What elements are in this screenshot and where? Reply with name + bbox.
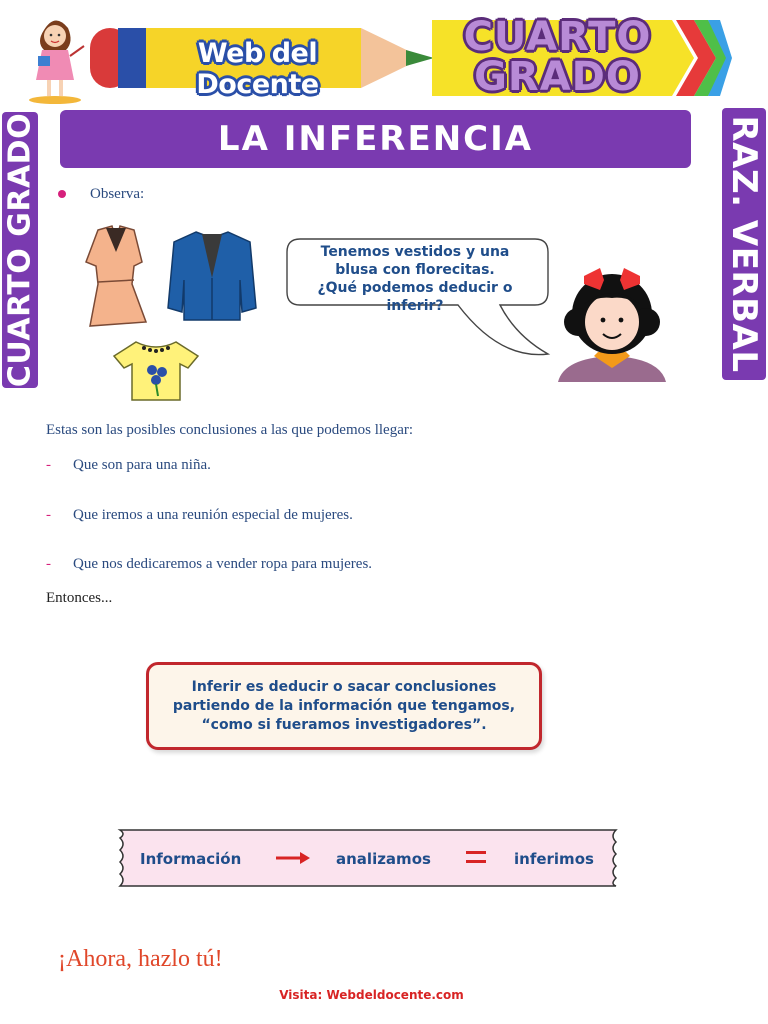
page-title: LA INFERENCIA [217, 119, 534, 159]
list-item-marker: - [46, 507, 51, 523]
formula-term-infer: inferimos [514, 850, 594, 868]
definition-box [146, 662, 542, 750]
call-to-action: ¡Ahora, hazlo tú! [58, 946, 223, 972]
site-logo-text: Web del Docente [196, 38, 319, 100]
speech-line-2: blusa con florecitas. [335, 262, 495, 278]
speech-line-3: ¿Qué podemos deducir o inferir? [317, 280, 513, 314]
side-banner-left-label: CUARTO GRADO [2, 112, 38, 388]
list-item: Que nos dedicaremos a vender ropa para mujeres. [73, 556, 373, 572]
grade-title-line2: GRADO [474, 54, 641, 100]
list-item-marker: - [46, 556, 51, 572]
side-banner-right [722, 108, 766, 380]
dress-icon [76, 222, 156, 332]
grade-title-line1: CUARTO [463, 14, 652, 60]
page-title-bar [60, 110, 691, 168]
definition-text: Inferir es deducir o sacar conclusiones partiendo de la información que tengamos, “como si fueramos investigadores”. [172, 678, 516, 733]
girl-illustration [554, 264, 672, 384]
list-item: Que iremos a una reunión especial de mujeres. [73, 507, 353, 523]
list-item-marker: - [46, 457, 51, 473]
teacher-illustration [20, 10, 90, 105]
then-label: Entonces... [46, 590, 113, 606]
observe-label: Observa: [90, 186, 145, 202]
bullet-icon [58, 190, 66, 198]
blouse-icon [112, 338, 200, 404]
jacket-icon [166, 228, 258, 323]
formula-term-analyze: analizamos [336, 850, 431, 868]
side-banner-left [2, 112, 38, 388]
formula-term-information: Información [140, 850, 242, 868]
list-item: Que son para una niña. [73, 457, 211, 473]
speech-bubble-text [290, 243, 540, 315]
speech-line-1: Tenemos vestidos y una [320, 244, 510, 260]
footer-visit-link[interactable]: Visita: Webdeldocente.com [279, 988, 464, 1002]
conclusions-intro: Estas son las posibles conclusiones a las que podemos llegar: [46, 422, 414, 438]
side-banner-right-label: RAZ. VERBAL [724, 115, 764, 373]
